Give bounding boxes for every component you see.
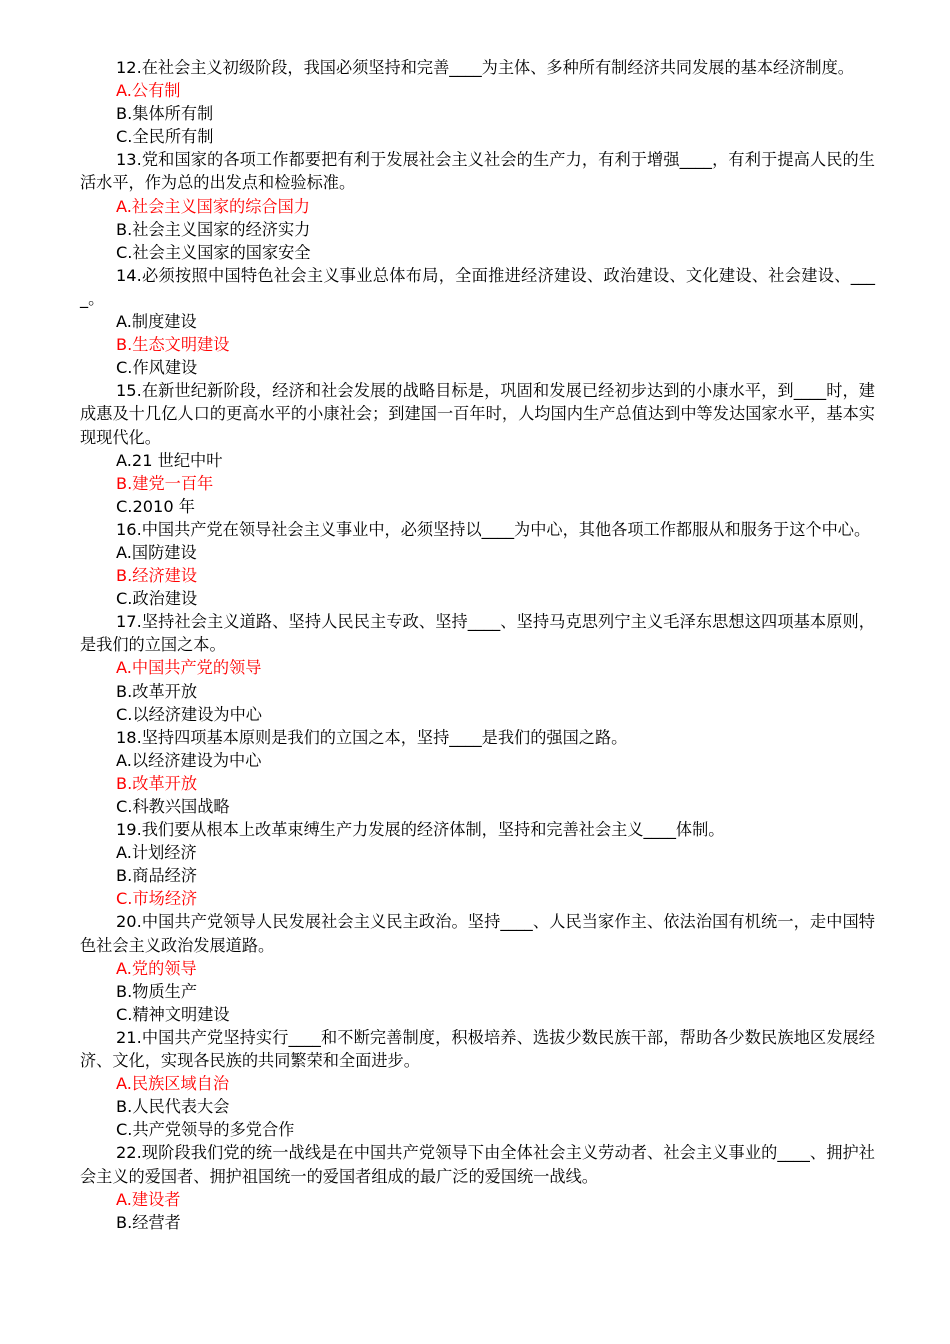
question-stem: 20.中国共产党领导人民发展社会主义民主政治。坚持____、人民当家作主、依法治国有机统一，走中国特色社会主义政治发展道路。 xyxy=(80,912,875,955)
answer-option: C.科教兴国战略 xyxy=(116,797,230,816)
question-stem: 22.现阶段我们党的统一战线是在中国共产党领导下由全体社会主义劳动者、社会主义事业的____、拥护社会主义的爱国者、拥护祖国统一的爱国者组成的最广泛的爱国统一战线。 xyxy=(80,1143,875,1186)
answer-option: A.21 世纪中叶 xyxy=(116,450,223,470)
answer-option: B.物质生产 xyxy=(116,981,198,1001)
answer-option-correct: A.党的领导 xyxy=(116,958,197,978)
answer-option: C.2010 年 xyxy=(116,496,195,516)
answer-option: B.经营者 xyxy=(116,1212,181,1232)
answer-option: B.改革开放 xyxy=(116,681,198,701)
answer-option: C.以经济建设为中心 xyxy=(116,704,262,724)
answer-option: C.全民所有制 xyxy=(116,127,214,147)
question-stem: 16.中国共产党在领导社会主义事业中，必须坚持以____为中心，其他各项工作都服从和服务于这个中心。 xyxy=(116,519,871,539)
answer-option-correct: B.改革开放 xyxy=(116,773,198,793)
answer-option: B.集体所有制 xyxy=(116,104,214,124)
answer-option: C.政治建设 xyxy=(116,589,198,609)
document-body xyxy=(80,56,875,1234)
answer-option-correct: A.建设者 xyxy=(116,1189,181,1209)
question-stem: 12.在社会主义初级阶段，我国必须坚持和完善____为主体、多种所有制经济共同发展的基本经济制度。 xyxy=(116,58,854,77)
question-stem: 13.党和国家的各项工作都要把有利于发展社会主义社会的生产力，有利于增强____，有利于提高人民的生活水平，作为总的出发点和检验标准。 xyxy=(80,150,875,193)
answer-option: C.社会主义国家的国家安全 xyxy=(116,242,311,262)
answer-option-correct: B.生态文明建设 xyxy=(116,335,230,355)
answer-option: B.商品经济 xyxy=(116,866,198,886)
answer-option: A.制度建设 xyxy=(116,312,197,332)
question-stem: 19.我们要从根本上改革束缚生产力发展的经济体制，坚持和完善社会主义____体制。 xyxy=(116,820,725,840)
answer-option: C.作风建设 xyxy=(116,358,198,378)
answer-option-correct: C.市场经济 xyxy=(116,889,198,909)
question-stem: 21.中国共产党坚持实行____和不断完善制度，积极培养、选拔少数民族干部，帮助各少数民族地区发展经济、文化，实现各民族的共同繁荣和全面进步。 xyxy=(80,1027,875,1071)
answer-option: A.以经济建设为中心 xyxy=(116,750,262,770)
answer-option: A.计划经济 xyxy=(116,843,197,863)
answer-option-correct: A.中国共产党的领导 xyxy=(116,658,262,678)
answer-option: A.国防建设 xyxy=(116,542,197,562)
question-stem: 18.坚持四项基本原则是我们的立国之本，坚持____是我们的强国之路。 xyxy=(116,727,628,747)
answer-option: B.人民代表大会 xyxy=(116,1097,230,1117)
answer-option-correct: A.公有制 xyxy=(116,81,181,101)
answer-option: B.社会主义国家的经济实力 xyxy=(116,219,311,239)
answer-option-correct: A.社会主义国家的综合国力 xyxy=(116,196,310,216)
question-stem: 17.坚持社会主义道路、坚持人民民主专政、坚持____、坚持马克思列宁主义毛泽东思想这四项基本原则，是我们的立国之本。 xyxy=(80,612,875,655)
answer-option: C.共产党领导的多党合作 xyxy=(116,1120,295,1140)
answer-option-correct: B.建党一百年 xyxy=(116,473,214,493)
question-stem: 15.在新世纪新阶段，经济和社会发展的战略目标是，巩固和发展已经初步达到的小康水平，到____时，建成惠及十几亿人口的更高水平的小康社会；到建国一百年时，人均国内生产总值达到中等发达国家水平，基本实现现代化。 xyxy=(80,381,875,447)
question-stem: 14.必须按照中国特色社会主义事业总体布局，全面推进经济建设、政治建设、文化建设、社会建设、____。 xyxy=(80,265,875,308)
answer-option: C.精神文明建设 xyxy=(116,1004,230,1024)
answer-option-correct: B.经济建设 xyxy=(116,566,198,586)
answer-option-correct: A.民族区域自治 xyxy=(116,1074,230,1094)
